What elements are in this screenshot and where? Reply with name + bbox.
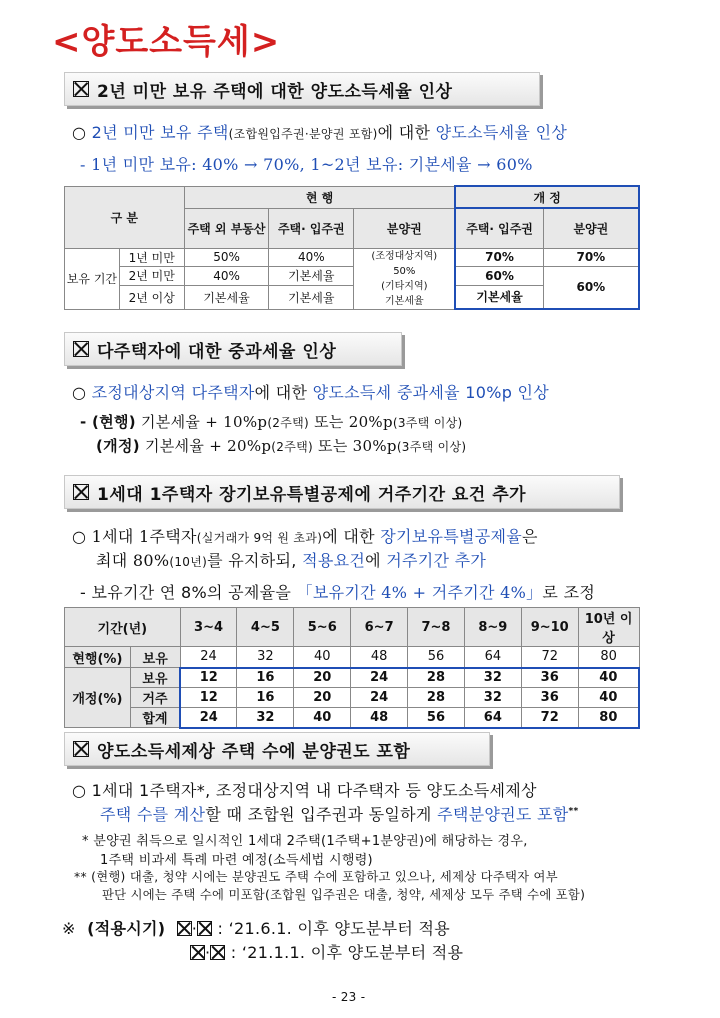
row-label: 2년 이상: [119, 285, 184, 309]
table-cell: 16: [237, 668, 294, 688]
s1-bullet-1: ○ 2년 미만 보유 주택(조합원입주권·분양권 포함)에 대한 양도소득세율 인상: [72, 123, 568, 142]
section-header-2: [64, 332, 402, 366]
table-cell: 32: [464, 668, 521, 688]
row-group-label: 보유 기간: [65, 248, 120, 309]
table-cell: 24: [351, 668, 408, 688]
period-header: 5~6: [294, 608, 351, 647]
period-label: 기간(년): [65, 608, 181, 647]
section-header-2-text: 다주택자에 대한 중과세율 인상: [97, 341, 337, 362]
table-cell: 80: [578, 708, 639, 728]
s4-note-2-line2: 판단 시에는 주택 수에 미포함(조합원 입주권은 대출, 청약, 세제상 모두 주택 수에 포함): [102, 888, 586, 902]
table-cell: 60%: [455, 266, 543, 285]
apply-line-1: ※ (적용시기) · : ‘21.6.1. 이후 양도분부터 적용: [62, 919, 451, 938]
period-header: 6~7: [351, 608, 408, 647]
table-cell: 56: [408, 708, 465, 728]
s4-note-1-line2: 1주택 비과세 특례 마련 예정(소득세법 시행령): [100, 853, 373, 868]
s4-note-1: * 분양권 취득으로 일시적인 1세대 2주택(1주택+1분양권)에 해당하는 경우,: [82, 834, 528, 849]
table-cell: 40%: [184, 266, 269, 285]
circle-bullet-icon: ○: [72, 527, 87, 546]
period-header: 7~8: [408, 608, 465, 647]
period-header: 9~10: [521, 608, 578, 647]
col-housing: 주택· 입주권: [269, 208, 354, 248]
section-header-4: [64, 732, 490, 766]
table-cell: 24: [180, 708, 237, 728]
table-cell: 64: [464, 647, 521, 668]
col-housing-revised: 주택· 입주권: [455, 208, 543, 248]
checkbox-x-icon: [73, 484, 89, 500]
section-header-3: [64, 475, 620, 509]
period-header: 10년 이상: [578, 608, 639, 647]
table-cell: 36: [521, 668, 578, 688]
table-cell: 24: [351, 688, 408, 708]
table-cell: 80: [578, 647, 639, 668]
checkbox-x-icon: [73, 741, 89, 757]
col-presale: 분양권: [354, 208, 456, 248]
checkbox-x-icon: [73, 341, 89, 357]
table-cell: 16: [237, 688, 294, 708]
s4-note-2: ** (현행) 대출, 청약 시에는 분양권도 주택 수에 포함하고 있으나, 세제상 다주택자 여부: [74, 870, 558, 884]
table-cell: 70%: [455, 248, 543, 266]
section-header-1-text: 2년 미만 보유 주택에 대한 양도소득세율 인상: [97, 81, 453, 102]
s4-bullet-1-line2: 주택 수를 계산할 때 조합원 입주권과 동일하게 주택분양권도 포함**: [100, 805, 579, 824]
section-header-1: [64, 72, 540, 106]
table-cell: 72: [521, 647, 578, 668]
table-cell: 48: [351, 708, 408, 728]
page-number: - 23 -: [332, 990, 366, 1004]
total-label: 합계: [130, 708, 180, 728]
table-cell: 60%: [543, 266, 639, 309]
table-cell: 64: [464, 708, 521, 728]
gubun-header: 구 분: [65, 186, 185, 248]
table-cell: 36: [521, 688, 578, 708]
reference-mark-icon: ※: [62, 919, 76, 938]
s1-bullet-2: - 1년 미만 보유: 40% → 70%, 1~2년 보유: 기본세율 → 60%: [80, 155, 533, 174]
apply-line-2: · : ‘21.1.1. 이후 양도분부터 적용: [190, 940, 463, 963]
table-cell: 40%: [269, 248, 354, 266]
s2-revised-line: (개정) 기본세율 + 20%p(2주택) 또는 30%p(3주택 이상): [96, 437, 467, 455]
s4-bullet-1: ○ 1세대 1주택자*, 조정대상지역 내 다주택자 등 양도소득세제상: [72, 781, 537, 800]
table-cell: 56: [408, 647, 465, 668]
table-cell: 기본세율: [184, 285, 269, 309]
current-label: 현행(%): [65, 647, 131, 668]
checkbox-x-icon: [190, 945, 205, 960]
table-cell: 40: [294, 708, 351, 728]
checkbox-x-icon: [210, 945, 225, 960]
table-cell: 70%: [543, 248, 639, 266]
table-cell: 20: [294, 688, 351, 708]
reside-label: 거주: [130, 688, 180, 708]
s2-bullet-1: ○ 조정대상지역 다주택자에 대한 양도소득세 중과세율 10%p 인상: [72, 383, 550, 402]
row-label: 1년 미만: [119, 248, 184, 266]
revised-label: 개정(%): [65, 668, 131, 728]
s2-current-line: - (현행) 기본세율 + 10%p(2주택) 또는 20%p(3주택 이상): [80, 413, 463, 431]
table-cell: 32: [237, 708, 294, 728]
table-cell: 12: [180, 688, 237, 708]
period-header: 8~9: [464, 608, 521, 647]
table-cell: 기본세율: [269, 266, 354, 285]
table-cell: 12: [180, 668, 237, 688]
checkbox-x-icon: [177, 921, 192, 936]
table-cell: 32: [237, 647, 294, 668]
col-non-housing: 주택 외 부동산: [184, 208, 269, 248]
table-cell: 32: [464, 688, 521, 708]
s3-deduction-table: [64, 607, 640, 729]
table-cell: 기본세율: [269, 285, 354, 309]
table-cell: 48: [351, 647, 408, 668]
table-cell: 28: [408, 688, 465, 708]
table-cell: 20: [294, 668, 351, 688]
circle-bullet-icon: ○: [72, 383, 87, 402]
table-cell: 28: [408, 668, 465, 688]
section-header-4-text: 양도소득세제상 주택 수에 분양권도 포함: [97, 741, 411, 762]
col-presale-revised: 분양권: [543, 208, 639, 248]
row-label: 2년 미만: [119, 266, 184, 285]
table-cell: 50%: [184, 248, 269, 266]
presale-merged-cell: (조정대상지역) 50% (기타지역) 기본세율: [354, 248, 456, 309]
hold-label: 보유: [130, 647, 180, 668]
circle-bullet-icon: ○: [72, 781, 87, 800]
checkbox-x-icon: [73, 81, 89, 97]
table-cell: 40: [294, 647, 351, 668]
s3-bullet-2: - 보유기간 연 8%의 공제율을 「보유기간 4% + 거주기간 4%」로 조정: [80, 583, 596, 602]
checkbox-x-icon: [197, 921, 212, 936]
section-header-3-text: 1세대 1주택자 장기보유특별공제에 거주기간 요건 추가: [97, 484, 527, 505]
period-header: 3~4: [180, 608, 237, 647]
period-header: 4~5: [237, 608, 294, 647]
circle-bullet-icon: ○: [72, 123, 87, 142]
revised-header: 개 정: [455, 186, 639, 208]
table-cell: 40: [578, 668, 639, 688]
s1-tax-table: [64, 185, 640, 310]
s3-bullet-1: ○ 1세대 1주택자(실거래가 9억 원 초과)에 대한 장기보유특별공제율은: [72, 527, 538, 546]
table-cell: 기본세율: [455, 285, 543, 309]
page-title: <양도소득세>: [52, 22, 281, 62]
s3-bullet-1-line2: 최대 80%(10년)를 유지하되, 적용요건에 거주기간 추가: [96, 551, 487, 570]
hold-label: 보유: [130, 668, 180, 688]
current-header: 현 행: [184, 186, 455, 208]
table-cell: 40: [578, 688, 639, 708]
table-cell: 72: [521, 708, 578, 728]
table-cell: 24: [180, 647, 237, 668]
